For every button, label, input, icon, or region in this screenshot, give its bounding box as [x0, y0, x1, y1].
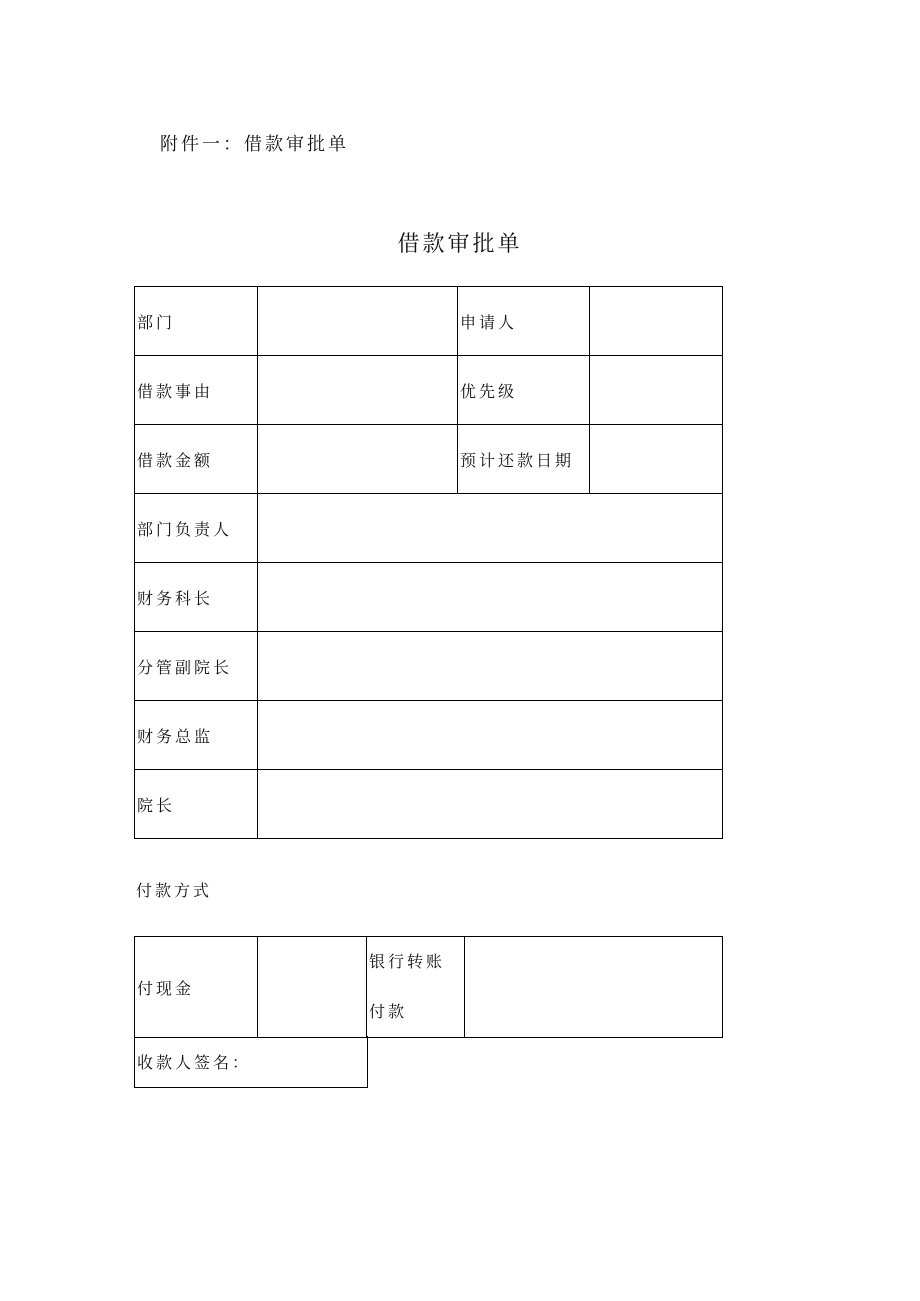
payment-method-label: 付款方式: [136, 881, 213, 900]
attachment-label: 附件一：借款审批单: [160, 134, 349, 155]
document-title: 借款审批单: [397, 232, 523, 257]
applicant-field[interactable]: [590, 287, 723, 356]
table-row: [135, 632, 723, 701]
dept-head-field[interactable]: [258, 494, 723, 563]
table-row: [135, 770, 723, 839]
dept-head-label: 部门负责人: [135, 494, 258, 563]
finance-chief-field[interactable]: [258, 563, 723, 632]
repay-date-field[interactable]: [590, 425, 723, 494]
table-row: [135, 563, 723, 632]
cash-payment-label: 付现金: [135, 937, 258, 1038]
finance-director-label: 财务总监: [135, 701, 258, 770]
table-row: [135, 937, 723, 1038]
loan-approval-table: [134, 286, 723, 839]
finance-director-field[interactable]: [258, 701, 723, 770]
president-label: 院长: [135, 770, 258, 839]
table-row: [135, 494, 723, 563]
department-field[interactable]: [258, 287, 458, 356]
table-row: [135, 287, 723, 356]
table-row: [135, 701, 723, 770]
repay-date-label: 预计还款日期: [458, 425, 590, 494]
president-field[interactable]: [258, 770, 723, 839]
bank-transfer-line1: 银行转账: [369, 952, 446, 971]
applicant-label: 申请人: [458, 287, 590, 356]
priority-field[interactable]: [590, 356, 723, 425]
loan-reason-field[interactable]: [258, 356, 458, 425]
table-row: [135, 425, 723, 494]
priority-label: 优先级: [458, 356, 590, 425]
table-row: [135, 1036, 368, 1087]
bank-transfer-label: [367, 937, 465, 1038]
loan-amount-label: 借款金额: [135, 425, 258, 494]
department-label: 部门: [135, 287, 258, 356]
vice-president-label: 分管副院长: [135, 632, 258, 701]
loan-reason-label: 借款事由: [135, 356, 258, 425]
bank-transfer-field[interactable]: [465, 937, 723, 1038]
cash-payment-field[interactable]: [258, 937, 367, 1038]
vice-president-field[interactable]: [258, 632, 723, 701]
finance-chief-label: 财务科长: [135, 563, 258, 632]
signature-table: [134, 1036, 368, 1088]
bank-transfer-line2: 付款: [369, 1002, 408, 1021]
payee-signature-field[interactable]: 收款人签名：: [135, 1036, 368, 1087]
payment-table: [134, 936, 723, 1038]
table-row: [135, 356, 723, 425]
loan-amount-field[interactable]: [258, 425, 458, 494]
